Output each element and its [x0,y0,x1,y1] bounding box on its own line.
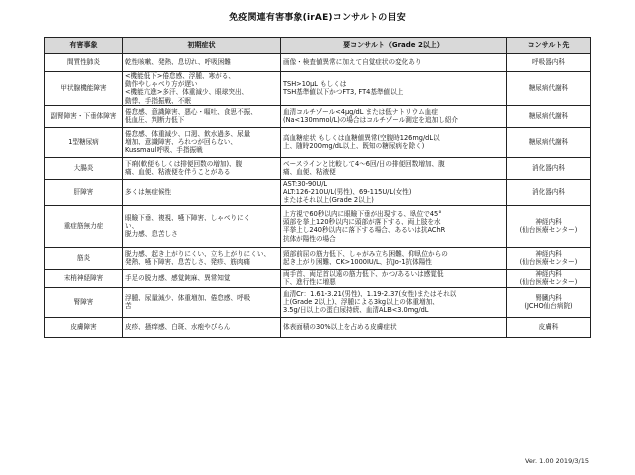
symptom-cell [123,105,281,127]
page-title: 免疫関連有害事象(irAE)コンサルトの目安 [229,13,406,23]
symptom-cell [123,317,281,337]
department-line: 腎臓内科 [535,294,562,303]
symptom-cell [123,157,281,179]
consult-criteria-line: ALT:126-210U/L(男性)、69-115U/L(女性) [283,188,412,197]
consult-criteria-cell [281,179,507,205]
consult-criteria-line: 起き上がり困難、CK>1000IU/L、抗Jo-1抗体陽性 [283,258,432,267]
event-name-cell: 腎障害 [45,287,123,317]
consult-criteria-line: 上方視で60秒以内に眼瞼下垂が出現する、臥位で45° [283,209,442,218]
symptom-cell [123,287,281,317]
symptom-line: 手足の脱力感、感覚鈍麻、異常知覚 [125,274,231,283]
symptom-line: 下痢(軟便もしくは排便回数の増加)、腹 [125,160,243,169]
department-line: 呼吸器内科 [532,58,565,67]
table-row [45,54,591,72]
table-row [45,72,591,106]
consult-criteria-cell [281,54,507,72]
department-cell [507,287,591,317]
department-line: 消化器内科 [532,164,565,173]
event-name-cell: 甲状腺機能障害 [45,72,123,106]
department-line: 糖尿病代謝科 [528,84,569,93]
consult-criteria-line: またはそれ以上(Grade 2以上) [283,196,374,205]
department-cell [507,157,591,179]
symptom-cell [123,54,281,72]
consult-criteria-line: 頸部前屈の筋力低下、しゃがみ立ち困難、仰臥位からの [283,250,448,259]
consult-criteria-line: 上(Grade 2以上)、浮腫による3kg以上の体重増加、 [283,298,439,307]
symptom-line: 乾性咳嗽、発熱、息切れ、呼吸困難 [125,58,231,67]
consult-criteria-line: 画像・検査値異常に加えて自覚症状の変化あり [283,58,422,67]
irae-consult-table [44,37,591,338]
department-line: 糖尿病代謝科 [528,138,569,147]
department-line: 神経内科 [535,250,562,259]
symptom-line: 痛、血便、粘液便を伴うことがある [125,168,231,177]
table-row [45,287,591,317]
table-row [45,247,591,269]
consult-criteria-line: 血清Cr：1.61-3.21(男性)、1.19-2.37(女性)またはそれ以 [283,290,457,298]
symptom-line: 動悸、手指振戦、不眠 [125,96,191,105]
consult-criteria-line: (Na<130mmol/L)の場合はコルチゾール測定を追加し紹介 [283,116,458,125]
symptom-line: 増加、意識障害、ろれつが回らない、 [125,138,237,147]
department-cell [507,72,591,106]
consult-criteria-cell [281,157,507,179]
symptom-line: 皮疹、掻痒感、白斑、水疱やびらん [125,323,231,332]
symptom-cell [123,269,281,287]
symptom-line: <機能亢進>多汗、体重減少、眼球突出、 [125,88,249,97]
table-row [45,179,591,205]
department-cell [507,205,591,247]
event-name-cell: 末梢神経障害 [45,269,123,287]
event-name-cell: 大腸炎 [45,157,123,179]
symptom-line: 倦怠感、体重減少、口渇、飲水過多、尿量 [125,130,251,138]
consult-criteria-line: 血清コルチゾール<4μg/dL または低ナトリウム血症 [283,108,438,117]
table-body [45,54,591,338]
consult-criteria-line: 上、随時200mg/dL以上、既知の糖尿病を除く) [283,142,425,151]
table-row [45,105,591,127]
symptom-line: い、 [125,222,139,231]
header-dept: コンサルト先 [507,38,591,54]
consult-criteria-cell [281,247,507,269]
table-header-row [45,38,591,54]
table-row [45,317,591,337]
department-line: 糖尿病代謝科 [528,112,569,121]
department-line: (仙台医療センター) [519,226,578,235]
department-cell [507,269,591,287]
department-cell [507,179,591,205]
header-consult: 要コンサルト（Grade 2以上） [281,38,507,54]
event-name-cell: 筋炎 [45,247,123,269]
consult-criteria-line: 痛、血便、粘液便 [283,168,336,177]
header-event: 有害事象 [45,38,123,54]
event-name-cell: 重症筋無力症 [45,205,123,247]
symptom-cell [123,179,281,205]
department-line: 消化器内科 [532,188,565,197]
consult-criteria-line: TSH>10μL もしくは [283,80,347,89]
department-cell [507,127,591,157]
consult-criteria-line: ベースラインと比較して4～6回/日の排便回数増加、腹 [283,160,445,169]
department-line: 神経内科 [535,218,562,227]
consult-criteria-line: TSH基準値以下かつFT3, FT4基準値以上 [283,88,404,97]
department-cell [507,247,591,269]
symptom-line: 発熱、嚥下障害、息苦しさ、発疹、筋肉痛 [125,258,251,267]
symptom-cell [123,127,281,157]
department-line: (仙台医療センター) [519,278,578,287]
symptom-line: Kussmaul呼吸、手指振戦 [125,146,203,155]
consult-criteria-cell [281,105,507,127]
consult-criteria-line: 高血糖症状 もしくは血糖値異常(空腹時126mg/dL以 [283,134,440,143]
consult-criteria-line: 両手首、両足首以遠の筋力低下、かつ/あるいは感覚低 [283,270,444,279]
symptom-line: 脱力感、息苦しさ [125,230,178,239]
consult-criteria-line: 頭部を挙上120秒以内に頭部が落下する、両上肢を水 [283,218,441,227]
consult-criteria-line: 体表面積の30%以上を占める皮膚症状 [283,323,397,332]
consult-criteria-line: 抗体が陽性の場合 [283,234,336,243]
event-name-cell: 肝障害 [45,179,123,205]
table-row [45,157,591,179]
consult-criteria-cell [281,269,507,287]
department-cell [507,54,591,72]
version-label: Ver. 1.00 2019/3/15 [524,457,589,465]
table-row [45,205,591,247]
consult-criteria-line: 平挙上し240秒以内に落下する場合、あるいは抗AChR [283,226,446,235]
department-line: 神経内科 [535,270,562,279]
department-cell [507,317,591,337]
event-name-cell: 1型糖尿病 [45,127,123,157]
symptom-line: 動作やしゃべり方が遅い [125,80,198,89]
symptom-line: 倦怠感、意識障害、悪心・嘔吐、食思不振、 [125,108,257,117]
consult-criteria-cell [281,317,507,337]
consult-criteria-cell [281,205,507,247]
table-row [45,127,591,157]
table-row [45,269,591,287]
symptom-line: 眼瞼下垂、複視、嚥下障害、しゃべりにく [125,214,251,222]
department-line: 皮膚科 [538,323,559,332]
symptom-line: 多くは無症候性 [125,188,172,197]
event-name-cell: 皮膚障害 [45,317,123,337]
department-line: (仙台医療センター) [519,258,578,267]
consult-criteria-cell [281,127,507,157]
header-symptom: 初期症状 [123,38,281,54]
consult-criteria-line: AST:30-90U/L [283,180,328,188]
symptom-cell [123,247,281,269]
symptom-line: 浮腫、尿量減少、体重増加、倦怠感、呼吸 [125,294,251,303]
department-cell [507,105,591,127]
symptom-line: 低血圧、判断力低下 [125,116,185,125]
symptom-line: <機能低下>倦怠感、浮腫、寒がる、 [125,72,235,80]
consult-criteria-line: 下、進行性に増悪 [283,278,336,287]
symptom-cell [123,205,281,247]
consult-criteria-line: 3.5g/日以上の蛋白尿持続、血清ALB<3.0mg/dL [283,306,429,315]
consult-criteria-cell [281,287,507,317]
symptom-cell [123,72,281,106]
consult-criteria-cell [281,72,507,106]
event-name-cell: 間質性肺炎 [45,54,123,72]
symptom-line: 苦 [125,302,132,311]
event-name-cell: 副腎障害・下垂体障害 [45,105,123,127]
department-line: (JCHO仙台病院) [524,302,573,311]
symptom-line: 脱力感、起き上がりにくい、立ち上がりにくい、 [125,250,271,259]
